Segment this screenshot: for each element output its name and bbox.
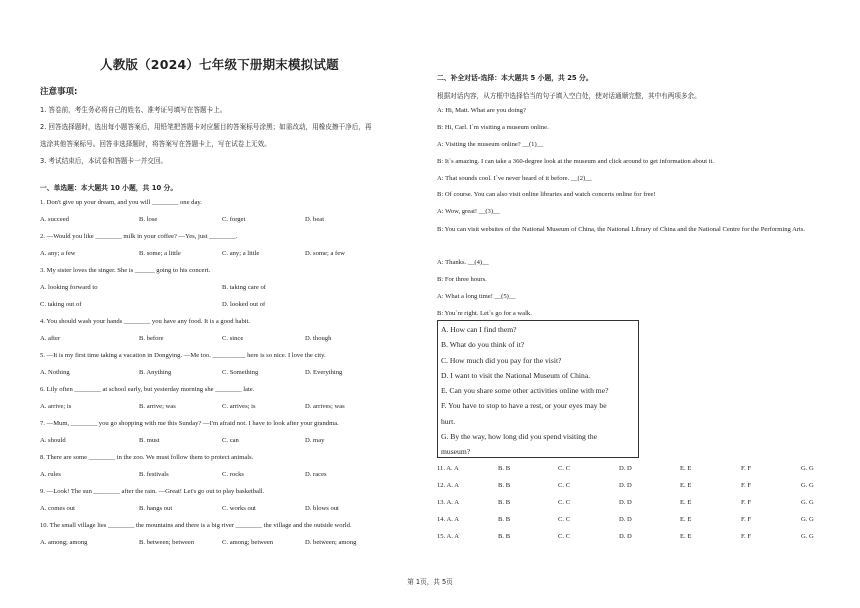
answer-option[interactable]: A. among; among [40,539,88,546]
dialogue-line: B: Of course. You can also visit online libraries and watch concerts online for free! [437,191,656,198]
note-item: 选涂其他答案标号。回答非选择题时，将答案写在答题卡上，写在试卷上无效。 [40,140,271,148]
notes-heading: 注意事项: [40,87,78,97]
box-option: hurt. [441,416,456,426]
answer-option[interactable]: C. any; a little [222,250,260,257]
answer-option[interactable]: A. comes out [40,505,75,512]
answer-option[interactable]: D. blows out [305,505,339,512]
dialogue-line: A: Hi, Matt. What are you doing? [437,107,526,114]
answer-option[interactable]: B. some; a little [139,250,181,257]
answer-option[interactable]: E. E [680,499,692,506]
box-option: G. By the way, how long did you spend visiting the [441,432,598,442]
answer-option[interactable]: A. any; a few [40,250,76,257]
answer-number-option[interactable]: 14. A. A [437,516,459,523]
answer-option[interactable]: D. beat [305,216,325,223]
question-stem: 1. Don't give up your dream, and you will ________ one day. [40,199,202,206]
answer-option[interactable]: G. G [801,499,814,506]
answer-option[interactable]: C. C [558,499,571,506]
question-stem: 9. —Look! The sun ________ after the rain. —Great! Let's go out to play basketball. [40,488,265,495]
note-item: 1. 答卷前，考生务必将自己的姓名、准考证号填写在答题卡上。 [40,106,227,114]
answer-option[interactable]: B. Anything [139,369,172,376]
dialogue-line: A: Visiting the museum online? __(1)__ [437,141,544,148]
answer-option[interactable]: C. taking out of [40,301,82,308]
answer-option[interactable]: C. works out [222,505,256,512]
box-option: museum? [441,447,471,457]
answer-option[interactable]: B. festivals [139,471,169,478]
page-title: 人教版（2024）七年级下册期末模拟试题 [100,57,339,72]
answer-option[interactable]: E. E [680,533,692,540]
note-item: 3. 考试结束后，本试卷和答题卡一并交回。 [40,157,168,165]
answer-option[interactable]: B. hangs out [139,505,173,512]
question-stem: 4. You should wash your hands ________ you have any food. It is a good habit. [40,318,251,325]
answer-option[interactable]: G. G [801,482,814,489]
answer-option[interactable]: E. E [680,465,692,472]
answer-option[interactable]: D. D [619,533,632,540]
options-box [437,320,639,458]
answer-option[interactable]: B. lose [139,216,158,223]
box-option: C. How much did you pay for the visit? [441,355,562,365]
answer-option[interactable]: F. F [741,499,752,506]
answer-option[interactable]: D. between; among [305,539,357,546]
answer-option[interactable]: D. though [305,335,332,342]
answer-option[interactable]: C. C [558,465,571,472]
answer-option[interactable]: D. D [619,482,632,489]
answer-option[interactable]: B. B [498,465,511,472]
dialogue-line: A: Thanks. __(4)__ [437,259,489,266]
box-option: A. How can I find them? [441,325,517,334]
box-option: E. Can you share some other activities online with me? [441,386,609,396]
page-footer: 第 1页，共 5页 [407,578,453,586]
answer-option[interactable]: G. G [801,516,814,523]
answer-option[interactable]: A. after [40,335,61,342]
answer-option[interactable]: E. E [680,482,692,489]
section2-instruction: 根据对话内容，从方框中选择恰当的句子填入空白处，使对话通顺完整，其中有两项多余。 [437,92,701,100]
answer-option[interactable]: D. D [619,499,632,506]
answer-option[interactable]: C. C [558,516,571,523]
answer-option[interactable]: B. B [498,533,511,540]
answer-option[interactable]: C. among; between [222,539,274,546]
question-stem: 2. —Would you like ________ milk in your coffee? —Yes, just ________. [40,233,238,240]
answer-option[interactable]: G. G [801,533,814,540]
answer-option[interactable]: B. arrive; was [139,403,176,410]
box-option: D. I want to visit the National Museum of China. [441,370,591,380]
answer-number-option[interactable]: 11. A. A [437,465,459,472]
dialogue-line: B: Hi, Carl. I`m visiting a museum online. [437,124,549,131]
answer-option[interactable]: E. E [680,516,692,523]
answer-option[interactable]: B. taking care of [222,284,266,291]
note-item: 2. 回答选择题时，选出每小题答案后，用铅笔把答题卡对应题目的答案标号涂黑；如需改动，用橡皮擦干净后，再 [40,123,372,131]
answer-option[interactable]: D. races [305,471,327,478]
answer-option[interactable]: C. C [558,533,571,540]
answer-option[interactable]: A. arrive; is [40,403,72,410]
answer-option[interactable]: C. can [222,437,239,444]
answer-option[interactable]: F. F [741,465,752,472]
dialogue-line: A: That sounds cool. I`ve never heard of it before. __(2)__ [437,175,592,182]
answer-option[interactable]: D. may [305,437,325,444]
answer-option[interactable]: D. D [619,516,632,523]
answer-option[interactable]: B. between; between [139,539,195,546]
question-stem: 3. My sister loves the singer. She is ______ going to his concert. [40,267,211,274]
answer-option[interactable]: B. must [139,437,160,444]
answer-option[interactable]: F. F [741,482,752,489]
answer-option[interactable]: C. rocks [222,471,244,478]
answer-option[interactable]: B. before [139,335,164,342]
answer-option[interactable]: A. rules [40,471,61,478]
question-stem: 10. The small village lies ________ the mountains and there is a big river ________ the village and the outside world. [40,522,352,529]
answer-option[interactable]: G. G [801,465,814,472]
question-stem: 8. There are some ________ in the zoo. We must follow them to protect animals. [40,454,254,461]
dialogue-line: B: It`s amazing. I can take a 360-degree look at the museum and click around to get information about it. [437,158,715,165]
answer-option[interactable]: C. forget [222,216,246,223]
answer-option[interactable]: D. arrives; was [305,403,345,410]
question-stem: 5. —It is my first time taking a vacation in Dongying. —Me too. __________ here is so nice. I love the city. [40,352,326,359]
question-stem: 7. —Mum, ________ you go shopping with me this Sunday? —I'm afraid not. I have to look after your grandma. [40,420,339,427]
dialogue-line: A: What a long time! __(5)__ [437,293,516,300]
answer-option[interactable]: A. succeed [40,216,69,223]
answer-option[interactable]: A. looking forward to [40,284,98,291]
answer-option[interactable]: C. since [222,335,244,342]
answer-option[interactable]: F. F [741,516,752,523]
dialogue-line: A: Wow, great! __(3)__ [437,208,500,215]
question-stem: 6. Lily often ________ at school early, but yesterday morning she ________ late. [40,386,255,393]
box-option: F. You have to stop to have a rest, or your eyes may be [441,401,607,411]
dialogue-line: B: For three hours. [437,276,487,283]
answer-option[interactable]: B. B [498,516,511,523]
answer-number-option[interactable]: 15. A. A [437,533,459,540]
dialogue-line: B: You can visit websites of the National Museum of China, the National Library of China and the National Centre for the Performing Arts. [437,226,806,233]
answer-option[interactable]: D. Everything [305,369,343,376]
answer-option[interactable]: C. arrives; is [222,403,256,410]
answer-number-option[interactable]: 12. A. A [437,482,459,489]
section2-heading: 二、补全对话-选择：本大题共 5 小题，共 25 分。 [437,74,593,82]
answer-option[interactable]: C. C [558,482,571,489]
section1-heading: 一、单选题：本大题共 10 小题，共 10 分。 [40,184,178,192]
dialogue-line: B: You`re right. Let`s go for a walk. [437,310,532,317]
answer-option[interactable]: C. Something [222,369,259,376]
answer-option[interactable]: A. should [40,437,66,444]
answer-option[interactable]: B. B [498,482,511,489]
answer-option[interactable]: D. D [619,465,632,472]
answer-option[interactable]: D. some; a few [305,250,345,257]
answer-option[interactable]: B. B [498,499,511,506]
answer-option[interactable]: D. looked out of [222,301,266,308]
answer-option[interactable]: F. F [741,533,752,540]
answer-number-option[interactable]: 13. A. A [437,499,459,506]
answer-option[interactable]: A. Nothing [40,369,70,376]
box-option: B. What do you think of it? [441,340,525,350]
